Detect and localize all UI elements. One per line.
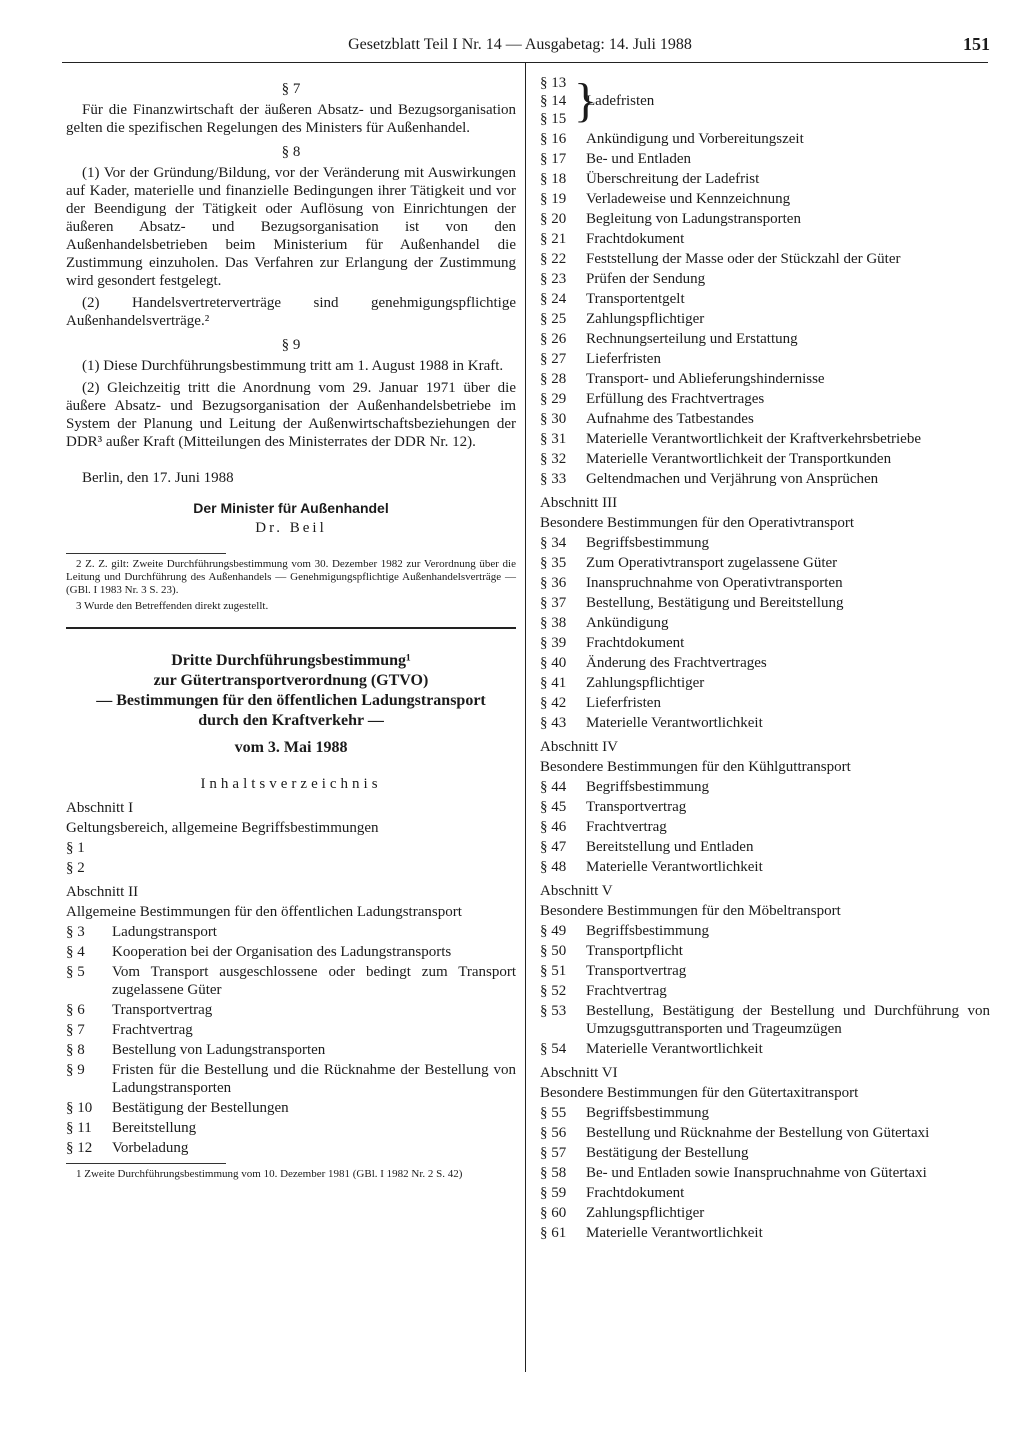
toc-entry <box>540 210 990 228</box>
toc-list <box>540 778 990 876</box>
toc-label: Bestellung, Bestätigung und Bereitstellung <box>586 595 844 611</box>
toc-number: § 58 <box>540 1165 567 1181</box>
toc-entry <box>540 942 990 960</box>
toc-label: Frachtvertrag <box>586 983 667 999</box>
toc-part-title: Besondere Bestimmungen für den Operativtransport <box>540 515 855 531</box>
toc-label: Bestätigung der Bestellung <box>586 1145 749 1161</box>
section-heading: § 8 <box>281 144 301 160</box>
toc-entry <box>540 1144 990 1162</box>
paragraph: Für die Finanzwirtschaft der äußeren Absatz- und Bezugsorganisation gelten die spezifischen Regelungen des Ministers für Außenhandel. <box>66 102 516 136</box>
toc-label: Transportpflicht <box>586 943 683 959</box>
toc-list <box>540 1104 990 1242</box>
footnote: 3 Wurde den Betreffenden direkt zugestellt. <box>76 600 269 612</box>
toc-number: § 38 <box>540 615 567 631</box>
toc-list <box>540 922 990 1058</box>
toc-label: Transportvertrag <box>586 799 687 815</box>
title-line: Dritte Durchführungsbestimmung¹ <box>171 652 411 669</box>
document-title <box>66 651 516 731</box>
toc-entry <box>540 370 990 388</box>
toc-entry <box>66 859 516 877</box>
toc-entry <box>540 922 990 940</box>
toc-label: Erfüllung des Frachtvertrages <box>586 391 765 407</box>
toc-entry <box>540 150 990 168</box>
toc-number: § 41 <box>540 675 567 691</box>
toc-entry <box>540 634 990 652</box>
toc-entry <box>540 330 990 348</box>
toc-label: Transport- und Ablieferungshindernisse <box>586 371 825 387</box>
section-heading: § 9 <box>281 337 301 353</box>
toc-number: § 14 <box>540 93 567 109</box>
toc-entry <box>540 430 990 448</box>
brace-glyph: } <box>574 74 598 127</box>
toc-number: § 61 <box>540 1225 567 1241</box>
toc-number: § 44 <box>540 779 567 795</box>
toc-number: § 46 <box>540 819 567 835</box>
toc-entry <box>540 962 990 980</box>
page-number: 151 <box>963 34 990 54</box>
toc-label: Änderung des Frachtvertrages <box>586 655 767 671</box>
toc-entry <box>540 250 990 268</box>
toc-entry <box>540 778 990 796</box>
toc-entry <box>540 1164 990 1182</box>
toc-number: § 18 <box>540 171 567 187</box>
grouped-toc-entry <box>540 74 990 128</box>
toc-list <box>540 534 990 732</box>
toc-number: § 43 <box>540 715 567 731</box>
toc-label: Materielle Verantwortlichkeit der Kraftverkehrsbetriebe <box>586 431 921 447</box>
toc-part-label: Abschnitt I <box>66 800 134 816</box>
toc-entry <box>540 290 990 308</box>
toc-number: § 45 <box>540 799 567 815</box>
toc-entry <box>540 1204 990 1222</box>
toc-entry <box>540 190 990 208</box>
toc-number: § 57 <box>540 1145 567 1161</box>
toc-label: Begriffsbestimmung <box>586 535 710 551</box>
toc-label: Feststellung der Masse oder der Stückzahl der Güter <box>586 251 901 267</box>
toc-label: Lieferfristen <box>586 695 661 711</box>
toc-label: Transportentgelt <box>586 291 685 307</box>
toc-list <box>66 923 516 1157</box>
toc-label: Zahlungspflichtiger <box>586 675 705 691</box>
toc-label: Aufnahme des Tatbestandes <box>586 411 754 427</box>
toc-number: § 49 <box>540 923 567 939</box>
toc-entry <box>540 1124 990 1142</box>
toc-entry <box>540 614 990 632</box>
toc-number: § 60 <box>540 1205 567 1221</box>
toc-entry <box>540 1002 990 1038</box>
toc-entry <box>66 1099 516 1117</box>
toc-heading: Inhaltsverzeichnis <box>200 776 382 792</box>
toc-label: Vom Transport ausgeschlossene oder bedingt zum Transport zugelassene Güter <box>112 964 516 998</box>
toc-number: § 5 <box>66 964 85 980</box>
toc-label: Bereitstellung <box>112 1120 197 1136</box>
toc-number: § 13 <box>540 75 567 91</box>
toc-entry <box>540 594 990 612</box>
toc-label: Frachtvertrag <box>586 819 667 835</box>
toc-label: Begriffsbestimmung <box>586 1105 710 1121</box>
toc-label: Rechnungserteilung und Erstattung <box>586 331 798 347</box>
paragraph: (1) Vor der Gründung/Bildung, vor der Veränderung mit Auswirkungen auf Kader, materielle und finanzielle Bedingungen ihrer Tätigkeit und vor der Beendigung der Tätigkeit oder Auflösung von Einrichtungen der äußeren Absatz- und Bezugsorganisation ist von den Außenhandelsbetrieben beim Ministerium für Außenhandel die Zustimmung einzuholen. Das Verfahren zur Erlangung der Zustimmung wird gesondert festgelegt. <box>66 165 516 289</box>
toc-entry <box>540 654 990 672</box>
toc-entry <box>540 310 990 328</box>
toc-entry <box>540 230 990 248</box>
toc-label: Frachtdokument <box>586 635 685 651</box>
toc-label <box>112 839 516 857</box>
toc-entry <box>540 130 990 148</box>
toc-number: § 32 <box>540 451 567 467</box>
toc-number: § 47 <box>540 839 567 855</box>
toc-entry <box>66 1041 516 1059</box>
toc-label: Bestellung, Bestätigung der Bestellung und Durchführung von Umzugsguttransporten und Trageumzügen <box>586 1003 990 1037</box>
toc-number: § 51 <box>540 963 567 979</box>
toc-number: § 16 <box>540 131 567 147</box>
toc-entry <box>540 554 990 572</box>
toc-label: Begleitung von Ladungstransporten <box>586 211 801 227</box>
toc-label: Frachtvertrag <box>112 1022 193 1038</box>
footnotes <box>66 558 516 613</box>
toc-label: Begriffsbestimmung <box>586 779 710 795</box>
toc-number: § 4 <box>66 944 85 960</box>
toc-number: § 56 <box>540 1125 567 1141</box>
title-line: zur Gütertransportverordnung (GTVO) <box>153 672 429 689</box>
header-title: Gesetzblatt Teil I Nr. 14 — Ausgabetag: 14. Juli 1988 <box>348 36 692 53</box>
toc-number: § 9 <box>66 1062 85 1078</box>
document-date: vom 3. Mai 1988 <box>234 739 348 756</box>
toc-number: § 2 <box>66 860 85 876</box>
toc-entry <box>540 450 990 468</box>
toc-number: § 7 <box>66 1022 85 1038</box>
toc-label: Materielle Verantwortlichkeit <box>586 859 763 875</box>
toc-label: Zahlungspflichtiger <box>586 311 705 327</box>
toc-entry <box>540 1224 990 1242</box>
paragraph: (2) Handelsvertreterverträge sind genehmigungspflichtige Außenhandelsverträge.² <box>66 295 516 329</box>
toc-part-title: Besondere Bestimmungen für den Gütertaxitransport <box>540 1085 859 1101</box>
paragraph: (1) Diese Durchführungsbestimmung tritt am 1. August 1988 in Kraft. <box>82 358 504 374</box>
toc-entry <box>540 270 990 288</box>
toc-entry <box>540 170 990 188</box>
page-header <box>0 36 1024 60</box>
toc-entry <box>540 1184 990 1202</box>
left-column <box>66 74 516 1181</box>
footnote-rule <box>66 553 226 554</box>
toc-number: § 22 <box>540 251 567 267</box>
toc-part-label: Abschnitt V <box>540 883 613 899</box>
toc-label: Be- und Entladen <box>586 151 691 167</box>
toc-number: § 15 <box>540 111 567 127</box>
toc-entry <box>66 963 516 999</box>
toc-label: Kooperation bei der Organisation des Ladungstransports <box>112 944 452 960</box>
toc-number: § 34 <box>540 535 567 551</box>
paragraph: (2) Gleichzeitig tritt die Anordnung vom 29. Januar 1971 über die äußere Absatz- und Bezugsorganisation der Außenhandelsbetriebe im System der Planung und Leitung der Außenwirtschaftsbeziehungen der DDR³ außer Kraft (Mitteilungen des Ministerrates der DDR Nr. 12). <box>66 380 516 450</box>
footnote: 2 Z. Z. gilt: Zweite Durchführungsbestimmung vom 30. Dezember 1982 zur Verordnung über die Leitung und Durchführung des Außenhandels — Genehmigungspflichtige Außenhandelsverträge — (GBl. I 1983 Nr. 3 S. 23). <box>66 558 516 596</box>
toc-label: Verladeweise und Kennzeichnung <box>586 191 791 207</box>
toc-label: Materielle Verantwortlichkeit <box>586 715 763 731</box>
toc-entry <box>540 838 990 856</box>
toc-label: Be- und Entladen sowie Inanspruchnahme von Gütertaxi <box>586 1165 927 1181</box>
toc-label: Bestellung und Rücknahme der Bestellung von Gütertaxi <box>586 1125 930 1141</box>
toc-entry <box>540 798 990 816</box>
toc-label: Überschreitung der Ladefrist <box>586 171 760 187</box>
toc-number: § 23 <box>540 271 567 287</box>
separator-rule <box>66 627 516 629</box>
toc-entry <box>66 1001 516 1019</box>
toc-label: Bestätigung der Bestellungen <box>112 1100 289 1116</box>
toc-number: § 25 <box>540 311 567 327</box>
toc-label: Ladungstransport <box>112 924 217 940</box>
toc-number: § 33 <box>540 471 567 487</box>
toc-number: § 26 <box>540 331 567 347</box>
toc-number: § 24 <box>540 291 567 307</box>
toc-label: Zahlungspflichtiger <box>586 1205 705 1221</box>
toc-number: § 35 <box>540 555 567 571</box>
footnote-rule <box>66 1163 226 1164</box>
toc-number: § 12 <box>66 1140 93 1156</box>
toc-number: § 59 <box>540 1185 567 1201</box>
toc-label: Bestellung von Ladungstransporten <box>112 1042 326 1058</box>
toc-entry <box>540 674 990 692</box>
toc-entry <box>540 818 990 836</box>
toc-label: Geltendmachen und Verjährung von Ansprüchen <box>586 471 879 487</box>
toc-label: Ladefristen <box>586 93 655 109</box>
toc-label: Ankündigung und Vorbereitungszeit <box>586 131 804 147</box>
title-line: durch den Kraftverkehr — <box>198 712 384 729</box>
toc-entry <box>66 923 516 941</box>
toc-label <box>112 859 516 877</box>
toc-entry <box>540 714 990 732</box>
toc-number: § 10 <box>66 1100 93 1116</box>
toc-part-label: Abschnitt VI <box>540 1065 618 1081</box>
toc-number: § 52 <box>540 983 567 999</box>
toc-label: Fristen für die Bestellung und die Rücknahme der Bestellung von Ladungstransporten <box>112 1062 516 1096</box>
toc-number: § 37 <box>540 595 567 611</box>
toc-number: § 11 <box>66 1120 92 1136</box>
toc-number: § 3 <box>66 924 85 940</box>
toc-label: Inanspruchnahme von Operativtransporten <box>586 575 843 591</box>
toc-label: Materielle Verantwortlichkeit <box>586 1041 763 1057</box>
toc-number: § 39 <box>540 635 567 651</box>
toc-entry <box>540 1040 990 1058</box>
column-divider <box>525 62 526 1372</box>
toc-label: Materielle Verantwortlichkeit <box>586 1225 763 1241</box>
toc-number: § 36 <box>540 575 567 591</box>
signatory-name: Dr. Beil <box>255 520 327 536</box>
toc-number: § 19 <box>540 191 567 207</box>
footnote: 1 Zweite Durchführungsbestimmung vom 10. Dezember 1981 (GBl. I 1982 Nr. 2 S. 42) <box>76 1168 463 1180</box>
toc-label: Vorbeladung <box>112 1140 189 1156</box>
toc-number: § 8 <box>66 1042 85 1058</box>
toc-entry <box>540 470 990 488</box>
place-date: Berlin, den 17. Juni 1988 <box>82 470 234 486</box>
toc-number: § 21 <box>540 231 567 247</box>
toc-number: § 27 <box>540 351 567 367</box>
toc-label: Frachtdokument <box>586 1185 685 1201</box>
toc-label: Lieferfristen <box>586 351 661 367</box>
toc-label: Frachtdokument <box>586 231 685 247</box>
toc-part-label: Abschnitt II <box>66 884 139 900</box>
toc-part-title: Allgemeine Bestimmungen für den öffentlichen Ladungstransport <box>66 904 462 920</box>
toc-number: § 20 <box>540 211 567 227</box>
toc-label: Transportvertrag <box>586 963 687 979</box>
toc-label: Zum Operativtransport zugelassene Güter <box>586 555 838 571</box>
toc-number: § 1 <box>66 840 85 856</box>
toc-number: § 40 <box>540 655 567 671</box>
toc-number: § 30 <box>540 411 567 427</box>
toc-part-title: Besondere Bestimmungen für den Kühlguttransport <box>540 759 851 775</box>
toc-number: § 31 <box>540 431 567 447</box>
toc-number: § 54 <box>540 1041 567 1057</box>
toc-entry <box>66 1021 516 1039</box>
toc-entry <box>66 1061 516 1097</box>
toc-number: § 17 <box>540 151 567 167</box>
toc-number: § 48 <box>540 859 567 875</box>
toc-part-label: Abschnitt IV <box>540 739 618 755</box>
toc-entry <box>540 534 990 552</box>
toc-part-title: Besondere Bestimmungen für den Möbeltransport <box>540 903 841 919</box>
toc-number: § 53 <box>540 1003 567 1019</box>
toc-entry <box>66 839 516 857</box>
toc-number: § 6 <box>66 1002 85 1018</box>
toc-label: Prüfen der Sendung <box>586 271 706 287</box>
toc-number: § 29 <box>540 391 567 407</box>
toc-entry <box>66 1139 516 1157</box>
toc-entry <box>540 694 990 712</box>
toc-part-label: Abschnitt III <box>540 495 618 511</box>
signatory-title: Der Minister für Außenhandel <box>193 500 389 516</box>
toc-entry <box>540 574 990 592</box>
toc-label: Begriffsbestimmung <box>586 923 710 939</box>
toc-entry <box>540 350 990 368</box>
toc-entry <box>66 1119 516 1137</box>
toc-number: § 50 <box>540 943 567 959</box>
toc-entry <box>540 982 990 1000</box>
grouped-numbers <box>540 74 574 128</box>
toc-part-title: Geltungsbereich, allgemeine Begriffsbestimmungen <box>66 820 379 836</box>
toc-number: § 55 <box>540 1105 567 1121</box>
toc-label: Transportvertrag <box>112 1002 213 1018</box>
toc-number: § 42 <box>540 695 567 711</box>
toc-label: Bereitstellung und Entladen <box>586 839 754 855</box>
toc-label: Materielle Verantwortlichkeit der Transportkunden <box>586 451 892 467</box>
title-line: — Bestimmungen für den öffentlichen Ladungstransport <box>96 692 486 709</box>
toc-entry <box>540 390 990 408</box>
section-heading: § 7 <box>281 81 301 97</box>
toc-entry <box>540 1104 990 1122</box>
toc-entry <box>66 943 516 961</box>
toc-entry <box>540 858 990 876</box>
toc-number: § 28 <box>540 371 567 387</box>
toc-list <box>66 839 516 877</box>
toc-entry <box>540 410 990 428</box>
toc-list <box>540 130 990 488</box>
right-column <box>540 74 990 1244</box>
toc-label: Ankündigung <box>586 615 669 631</box>
